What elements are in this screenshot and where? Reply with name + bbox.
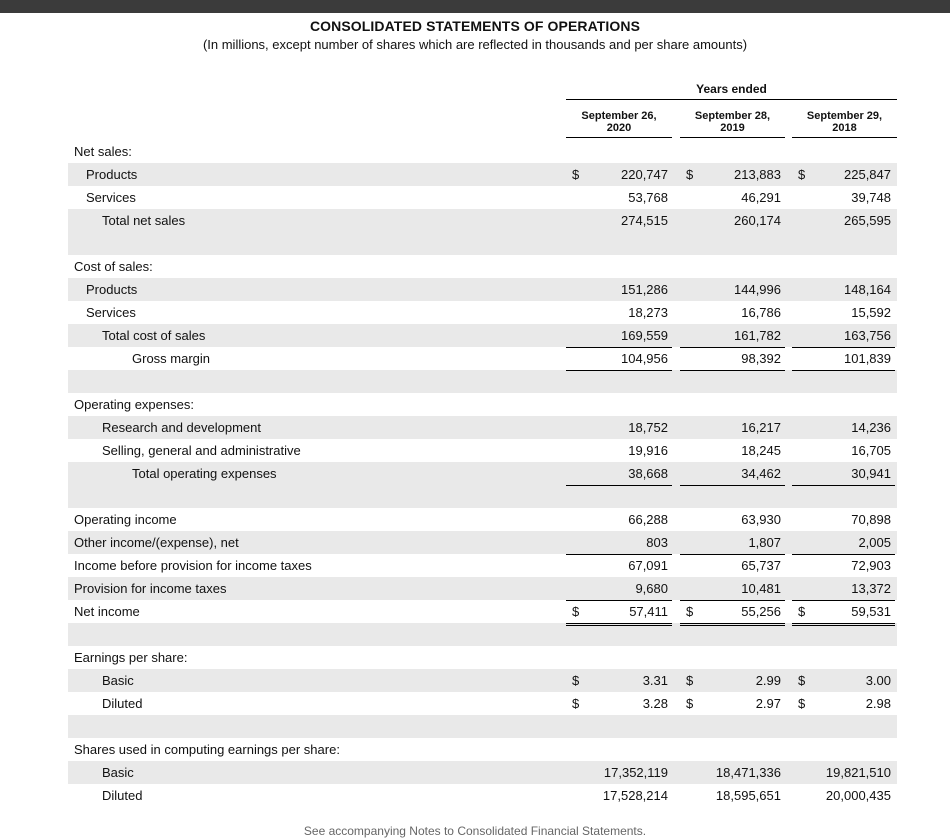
cell-value: 34,462 (741, 466, 781, 481)
cell-value: 265,595 (844, 213, 891, 228)
cell-value: 18,273 (628, 305, 668, 320)
table-row (68, 531, 897, 554)
value-cell (792, 508, 895, 531)
table-row (68, 692, 897, 715)
cell-value: 2.97 (755, 696, 781, 711)
currency-symbol: $ (798, 673, 806, 688)
section-header-row (68, 393, 897, 416)
value-cell (680, 577, 785, 601)
row-label: Total cost of sales (102, 328, 206, 343)
value-cell (680, 531, 785, 555)
value-cell (680, 209, 785, 232)
cell-value: 151,286 (621, 282, 668, 297)
value-cell (792, 784, 895, 807)
table-row (68, 416, 897, 439)
cell-value: 18,595,651 (715, 788, 781, 803)
value-cell (680, 692, 785, 715)
cell-value: 38,668 (628, 466, 668, 481)
value-cell (680, 439, 785, 463)
section-header-row (68, 140, 897, 163)
cell-value: 10,481 (741, 581, 781, 596)
value-cell (566, 669, 672, 692)
value-cell (792, 347, 895, 371)
value-cell (792, 669, 895, 692)
value-cell (792, 600, 895, 626)
row-label: Shares used in computing earnings per share: (74, 742, 340, 757)
value-cell (792, 278, 895, 301)
cell-value: 17,528,214 (602, 788, 668, 803)
row-label: Net income (74, 604, 140, 619)
value-cell (792, 301, 895, 325)
cell-value: 144,996 (734, 282, 781, 297)
table-row (68, 600, 897, 623)
row-label: Other income/(expense), net (74, 535, 239, 550)
cell-value: 19,821,510 (825, 765, 891, 780)
table-row (68, 347, 897, 370)
table-row (68, 784, 897, 807)
cell-value: 163,756 (844, 328, 891, 343)
table-row (68, 324, 897, 347)
cell-value: 260,174 (734, 213, 781, 228)
cell-value: 55,256 (741, 604, 781, 619)
cell-value: 70,898 (851, 512, 891, 527)
section-header-row (68, 646, 897, 669)
value-cell (680, 669, 785, 692)
cell-value: 39,748 (851, 190, 891, 205)
section-header-row (68, 738, 897, 761)
row-label: Earnings per share: (74, 650, 188, 665)
value-cell (680, 301, 785, 325)
row-label: Cost of sales: (74, 259, 153, 274)
table-row (68, 209, 897, 232)
years-ended-header: Years ended (566, 82, 897, 100)
row-label: Services (86, 190, 136, 205)
value-cell (680, 554, 785, 577)
cell-value: 2.99 (755, 673, 781, 688)
cell-value: 13,372 (851, 581, 891, 596)
value-cell (566, 462, 672, 486)
currency-symbol: $ (572, 604, 580, 619)
cell-value: 220,747 (621, 167, 668, 182)
cell-value: 161,782 (734, 328, 781, 343)
statement-title: CONSOLIDATED STATEMENTS OF OPERATIONS (309, 18, 641, 34)
value-cell (566, 278, 672, 301)
row-label: Products (86, 167, 138, 182)
cell-value: 1,807 (748, 535, 781, 550)
cell-value: 225,847 (844, 167, 891, 182)
value-cell (566, 324, 672, 348)
cell-value: 148,164 (844, 282, 891, 297)
value-cell (792, 439, 895, 463)
table-row (68, 301, 897, 324)
currency-symbol: $ (686, 604, 694, 619)
cell-value: 57,411 (629, 604, 668, 619)
column-header-2019 (680, 110, 785, 138)
row-label: Operating income (74, 512, 177, 527)
value-cell (566, 301, 672, 325)
value-cell (680, 416, 785, 439)
section-header-row (68, 255, 897, 278)
column-header-2020 (566, 110, 672, 138)
statement-subtitle: (In millions, except number of shares which are reflected in thousands and per share amounts) (202, 37, 748, 52)
cell-value: 803 (646, 535, 668, 550)
value-cell (680, 784, 785, 807)
cell-value: 72,903 (851, 558, 891, 573)
row-label: Operating expenses: (74, 397, 194, 412)
currency-symbol: $ (686, 673, 694, 688)
cell-value: 2.98 (865, 696, 891, 711)
value-cell (566, 600, 672, 626)
cell-value: 213,883 (734, 167, 781, 182)
cell-value: 3.00 (865, 673, 891, 688)
cell-value: 30,941 (851, 466, 891, 481)
value-cell (566, 531, 672, 555)
value-cell (680, 462, 785, 486)
column-header-label: September 28, 2019 (694, 110, 771, 134)
cell-value: 104,956 (621, 351, 668, 366)
value-cell (566, 554, 672, 577)
row-label: Products (86, 282, 138, 297)
cell-value: 63,930 (741, 512, 781, 527)
cell-value: 15,592 (851, 305, 891, 320)
value-cell (566, 347, 672, 371)
cell-value: 67,091 (628, 558, 668, 573)
value-cell (680, 761, 785, 784)
cell-value: 20,000,435 (825, 788, 891, 803)
spacer-row (68, 232, 897, 255)
spacer-row (68, 370, 897, 393)
value-cell (566, 508, 672, 531)
value-cell (792, 462, 895, 486)
column-header-label: September 26, 2020 (581, 110, 657, 134)
value-cell (680, 163, 785, 186)
cell-value: 3.31 (642, 673, 668, 688)
row-label: Selling, general and administrative (102, 443, 301, 458)
value-cell (792, 761, 895, 784)
row-label: Basic (102, 673, 134, 688)
table-row (68, 554, 897, 577)
cell-value: 14,236 (851, 420, 891, 435)
cell-value: 66,288 (628, 512, 668, 527)
cell-value: 274,515 (621, 213, 668, 228)
cell-value: 18,245 (741, 443, 781, 458)
value-cell (680, 347, 785, 371)
spacer-row (68, 623, 897, 646)
cell-value: 16,786 (741, 305, 781, 320)
currency-symbol: $ (572, 167, 580, 182)
row-label: Services (86, 305, 136, 320)
value-cell (792, 554, 895, 577)
table-row (68, 439, 897, 462)
currency-symbol: $ (572, 696, 580, 711)
footer-note: See accompanying Notes to Consolidated Financial Statements. (303, 824, 647, 838)
column-header-label: September 29, 2018 (806, 110, 883, 134)
value-cell (792, 577, 895, 601)
currency-symbol: $ (798, 167, 806, 182)
row-label: Income before provision for income taxes (74, 558, 312, 573)
cell-value: 18,752 (628, 420, 668, 435)
cell-value: 101,839 (844, 351, 891, 366)
currency-symbol: $ (798, 696, 806, 711)
row-label: Research and development (102, 420, 261, 435)
row-label: Basic (102, 765, 134, 780)
value-cell (566, 163, 672, 186)
cell-value: 59,531 (851, 604, 891, 619)
value-cell (792, 186, 895, 210)
cell-value: 17,352,119 (603, 765, 668, 780)
row-label: Total net sales (102, 213, 186, 228)
table-row (68, 761, 897, 784)
value-cell (680, 600, 785, 626)
value-cell (792, 163, 895, 186)
cell-value: 9,680 (635, 581, 668, 596)
cell-value: 46,291 (741, 190, 781, 205)
value-cell (680, 324, 785, 348)
row-label: Diluted (102, 696, 143, 711)
value-cell (680, 186, 785, 210)
cell-value: 53,768 (628, 190, 668, 205)
value-cell (680, 278, 785, 301)
cell-value: 98,392 (741, 351, 781, 366)
cell-value: 169,559 (621, 328, 668, 343)
cell-value: 2,005 (858, 535, 891, 550)
table-row (68, 577, 897, 600)
value-cell (680, 508, 785, 531)
value-cell (792, 416, 895, 439)
value-cell (566, 784, 672, 807)
value-cell (566, 761, 672, 784)
cell-value: 3.28 (642, 696, 668, 711)
value-cell (792, 531, 895, 555)
table-row (68, 462, 897, 485)
cell-value: 16,217 (741, 420, 781, 435)
table-row (68, 669, 897, 692)
row-label: Diluted (102, 788, 143, 803)
value-cell (792, 324, 895, 348)
table-row (68, 186, 897, 209)
row-label: Net sales: (74, 144, 132, 159)
value-cell (566, 186, 672, 210)
value-cell (566, 209, 672, 232)
column-header-2018 (792, 110, 897, 138)
row-label: Total operating expenses (132, 466, 277, 481)
value-cell (566, 577, 672, 601)
table-row (68, 278, 897, 301)
currency-symbol: $ (686, 167, 694, 182)
cell-value: 18,471,336 (715, 765, 781, 780)
cell-value: 19,916 (628, 443, 668, 458)
value-cell (566, 439, 672, 463)
value-cell (792, 692, 895, 715)
table-row (68, 163, 897, 186)
row-label: Gross margin (132, 351, 211, 366)
cell-value: 16,705 (851, 443, 891, 458)
cell-value: 65,737 (741, 558, 781, 573)
row-label: Provision for income taxes (74, 581, 227, 596)
currency-symbol: $ (572, 673, 580, 688)
value-cell (566, 416, 672, 439)
currency-symbol: $ (798, 604, 806, 619)
spacer-row (68, 485, 897, 508)
top-bar (0, 0, 950, 13)
table-row (68, 508, 897, 531)
spacer-row (68, 715, 897, 738)
value-cell (566, 692, 672, 715)
currency-symbol: $ (686, 696, 694, 711)
value-cell (792, 209, 895, 232)
